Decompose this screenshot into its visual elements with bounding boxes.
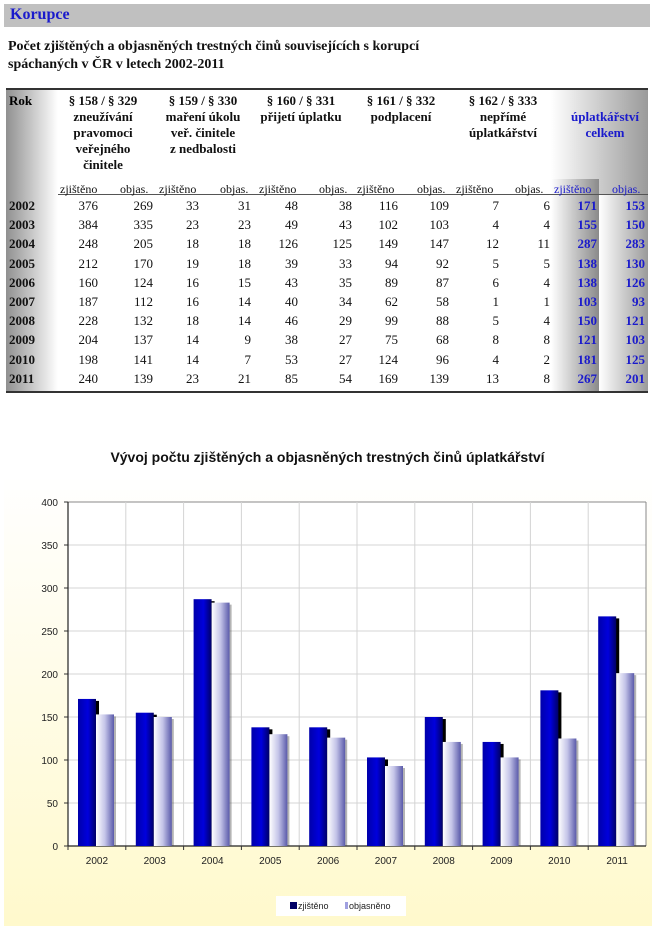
y-tick-label: 0 xyxy=(52,842,58,853)
value-cell: 23 xyxy=(238,217,251,233)
value-cell: 283 xyxy=(625,236,645,252)
section-title: Korupce xyxy=(10,6,70,23)
value-cell: 39 xyxy=(285,255,298,271)
value-cell: 137 xyxy=(133,332,153,348)
header-line: § 158 / § 329 xyxy=(68,93,138,108)
value-cell: 4 xyxy=(543,217,550,233)
value-cell: 4 xyxy=(492,351,499,367)
value-cell: 149 xyxy=(378,236,398,252)
bar-objasneno xyxy=(327,738,345,846)
value-cell: 4 xyxy=(543,313,550,329)
value-cell: 8 xyxy=(543,332,550,348)
value-cell: 68 xyxy=(436,332,449,348)
year-cell: 2009 xyxy=(9,332,35,348)
value-cell: 335 xyxy=(133,217,153,233)
value-cell: 121 xyxy=(625,313,645,329)
header-line: přijetí úplatku xyxy=(260,109,342,124)
bar-objasneno xyxy=(443,742,461,846)
value-cell: 46 xyxy=(285,313,298,329)
x-tick-label: 2003 xyxy=(143,856,166,867)
value-cell: 169 xyxy=(378,370,398,386)
legend-label-zjisteno: zjištěno xyxy=(298,901,329,911)
y-tick-label: 400 xyxy=(41,498,58,509)
value-cell: 31 xyxy=(238,198,251,213)
subheader-solved: objas. xyxy=(120,182,149,196)
value-cell: 33 xyxy=(186,198,199,213)
header-line: § 162 / § 333 xyxy=(468,93,538,108)
value-cell: 35 xyxy=(339,274,352,290)
value-cell: 201 xyxy=(625,370,645,386)
value-cell: 125 xyxy=(625,351,645,367)
subheader-found: zjištěno xyxy=(60,182,98,196)
value-cell: 18 xyxy=(186,236,199,252)
y-tick-label: 300 xyxy=(41,584,58,595)
value-cell: 269 xyxy=(133,198,153,213)
bar-zjisteno xyxy=(136,713,154,846)
value-cell: 240 xyxy=(78,370,98,386)
bar-objasneno xyxy=(501,757,519,846)
subheader-found: zjištěno xyxy=(554,182,592,196)
header-line: nepřímé xyxy=(479,109,527,124)
value-cell: 267 xyxy=(577,370,597,386)
bar-objasneno xyxy=(154,717,172,846)
y-tick-label: 200 xyxy=(41,670,58,681)
value-cell: 4 xyxy=(492,217,499,233)
header-line: úplatkářství xyxy=(469,125,537,140)
value-cell: 48 xyxy=(285,198,298,213)
value-cell: 94 xyxy=(385,255,398,271)
value-cell: 53 xyxy=(285,351,298,367)
value-cell: 13 xyxy=(486,370,499,386)
header-line: § 159 / § 330 xyxy=(168,93,238,108)
value-cell: 150 xyxy=(577,313,597,329)
value-cell: 171 xyxy=(577,198,597,213)
value-cell: 155 xyxy=(577,217,597,233)
value-cell: 153 xyxy=(625,198,645,213)
value-cell: 138 xyxy=(577,274,597,290)
value-cell: 7 xyxy=(244,351,251,367)
value-cell: 212 xyxy=(78,255,98,271)
y-tick-label: 100 xyxy=(41,756,58,767)
y-tick-label: 350 xyxy=(41,541,58,552)
value-cell: 15 xyxy=(238,274,251,290)
y-tick-label: 150 xyxy=(41,713,58,724)
value-cell: 62 xyxy=(385,294,398,309)
value-cell: 5 xyxy=(543,255,550,271)
value-cell: 181 xyxy=(577,351,597,367)
year-cell: 2004 xyxy=(9,236,35,252)
value-cell: 6 xyxy=(543,198,550,213)
value-cell: 102 xyxy=(378,217,398,233)
value-cell: 34 xyxy=(339,294,352,309)
value-cell: 33 xyxy=(339,255,352,271)
value-cell: 43 xyxy=(339,217,352,233)
value-cell: 5 xyxy=(492,313,499,329)
value-cell: 124 xyxy=(378,351,398,367)
value-cell: 14 xyxy=(238,294,251,309)
bar-zjisteno xyxy=(194,599,212,846)
value-cell: 228 xyxy=(78,313,98,329)
value-cell: 125 xyxy=(332,236,352,252)
header-line: zneužívání xyxy=(73,109,133,124)
value-cell: 87 xyxy=(436,274,449,290)
legend-swatch-zjisteno xyxy=(290,902,297,909)
x-tick-label: 2004 xyxy=(201,856,224,867)
value-cell: 376 xyxy=(78,198,98,213)
value-cell: 287 xyxy=(577,236,597,252)
legend-swatch-objasneno xyxy=(345,902,348,909)
header-line: § 161 / § 332 xyxy=(366,93,436,108)
value-cell: 23 xyxy=(186,370,199,386)
y-tick-label: 250 xyxy=(41,627,58,638)
bar-zjisteno xyxy=(367,757,385,846)
value-cell: 187 xyxy=(78,294,98,309)
year-cell: 2007 xyxy=(9,294,35,309)
header-line: § 160 / § 331 xyxy=(266,93,336,108)
value-cell: 384 xyxy=(78,217,98,233)
bar-objasneno xyxy=(616,673,634,846)
bar-zjisteno xyxy=(483,742,501,846)
year-cell: 2010 xyxy=(9,351,35,367)
bar-objasneno xyxy=(96,714,114,846)
value-cell: 92 xyxy=(436,255,449,271)
x-tick-label: 2008 xyxy=(432,856,455,867)
value-cell: 93 xyxy=(632,294,645,309)
value-cell: 150 xyxy=(625,217,645,233)
value-cell: 21 xyxy=(238,370,251,386)
value-cell: 121 xyxy=(577,332,597,348)
year-cell: 2008 xyxy=(9,313,35,329)
value-cell: 116 xyxy=(378,198,398,213)
value-cell: 160 xyxy=(78,274,98,290)
value-cell: 126 xyxy=(278,236,298,252)
value-cell: 75 xyxy=(385,332,398,348)
value-cell: 85 xyxy=(285,370,298,386)
value-cell: 2 xyxy=(543,351,550,367)
value-cell: 99 xyxy=(385,313,398,329)
subheader-solved: objas. xyxy=(220,182,249,196)
header-line: maření úkolu xyxy=(165,109,241,124)
value-cell: 139 xyxy=(133,370,153,386)
value-cell: 18 xyxy=(238,236,251,252)
value-cell: 138 xyxy=(577,255,597,271)
bar-objasneno xyxy=(558,739,576,847)
value-cell: 1 xyxy=(543,294,550,309)
subheader-found: zjištěno xyxy=(357,182,395,196)
value-cell: 14 xyxy=(238,313,251,329)
x-tick-label: 2005 xyxy=(259,856,282,867)
x-tick-label: 2007 xyxy=(374,856,398,867)
caption-line-1: Počet zjištěných a objasněných trestných činů souvisejících s korupcí xyxy=(8,39,420,54)
value-cell: 132 xyxy=(133,313,153,329)
year-cell: 2002 xyxy=(9,198,35,213)
subheader-solved: objas. xyxy=(417,182,446,196)
value-cell: 198 xyxy=(78,351,98,367)
value-cell: 49 xyxy=(285,217,298,233)
legend-label-objasneno: objasněno xyxy=(349,901,391,911)
value-cell: 29 xyxy=(339,313,352,329)
value-cell: 204 xyxy=(78,332,98,348)
subheader-found: zjištěno xyxy=(259,182,297,196)
header-line: z nedbalosti xyxy=(169,141,237,156)
header-line: úplatkářství xyxy=(571,109,639,124)
year-cell: 2011 xyxy=(9,370,35,386)
bar-zjisteno xyxy=(425,717,443,846)
value-cell: 9 xyxy=(244,332,251,348)
value-cell: 6 xyxy=(492,274,499,290)
value-cell: 141 xyxy=(133,351,153,367)
year-cell: 2003 xyxy=(9,217,35,233)
subheader-solved: objas. xyxy=(515,182,544,196)
value-cell: 139 xyxy=(429,370,449,386)
value-cell: 58 xyxy=(436,294,449,309)
value-cell: 12 xyxy=(486,236,499,252)
value-cell: 11 xyxy=(537,236,550,252)
value-cell: 5 xyxy=(492,255,499,271)
value-cell: 1 xyxy=(492,294,499,309)
value-cell: 14 xyxy=(186,351,199,367)
value-cell: 38 xyxy=(285,332,298,348)
value-cell: 43 xyxy=(285,274,298,290)
y-tick-label: 50 xyxy=(46,799,58,810)
chart-title: Vývoj počtu zjištěných a objasněných trestných činů úplatkářství xyxy=(110,449,545,465)
value-cell: 88 xyxy=(436,313,449,329)
header-line: celkem xyxy=(585,125,625,140)
header-line: veřejného xyxy=(75,141,131,156)
value-cell: 89 xyxy=(385,274,398,290)
value-cell: 124 xyxy=(133,274,153,290)
year-cell: 2006 xyxy=(9,274,35,290)
value-cell: 126 xyxy=(625,274,645,290)
value-cell: 103 xyxy=(577,294,597,309)
header-line: podplacení xyxy=(370,109,432,124)
bar-zjisteno xyxy=(309,727,327,846)
value-cell: 18 xyxy=(186,313,199,329)
value-cell: 112 xyxy=(133,294,153,309)
value-cell: 16 xyxy=(186,294,199,309)
year-header: Rok xyxy=(9,93,33,108)
value-cell: 54 xyxy=(339,370,352,386)
value-cell: 130 xyxy=(625,255,645,271)
x-tick-label: 2002 xyxy=(85,856,109,867)
bar-zjisteno xyxy=(251,727,269,846)
value-cell: 18 xyxy=(238,255,251,271)
value-cell: 147 xyxy=(429,236,449,252)
bar-objasneno xyxy=(212,603,230,846)
value-cell: 248 xyxy=(78,236,98,252)
caption-line-2: spáchaných v ČR v letech 2002-2011 xyxy=(8,57,225,72)
value-cell: 38 xyxy=(339,198,352,213)
value-cell: 23 xyxy=(186,217,199,233)
value-cell: 19 xyxy=(186,255,199,271)
value-cell: 7 xyxy=(492,198,499,213)
x-tick-label: 2006 xyxy=(316,856,340,867)
x-tick-label: 2011 xyxy=(606,856,628,867)
value-cell: 40 xyxy=(285,294,298,309)
bar-objasneno xyxy=(385,766,403,846)
x-tick-label: 2009 xyxy=(490,856,513,867)
value-cell: 170 xyxy=(133,255,153,271)
value-cell: 8 xyxy=(492,332,499,348)
subheader-found: zjištěno xyxy=(456,182,494,196)
header-line: činitele xyxy=(83,157,123,172)
bar-zjisteno xyxy=(540,690,558,846)
bar-zjisteno xyxy=(78,699,96,846)
value-cell: 4 xyxy=(543,274,550,290)
value-cell: 8 xyxy=(543,370,550,386)
value-cell: 205 xyxy=(133,236,153,252)
value-cell: 14 xyxy=(186,332,199,348)
subheader-found: zjištěno xyxy=(159,182,197,196)
bar-objasneno xyxy=(269,734,287,846)
year-cell: 2005 xyxy=(9,255,35,271)
value-cell: 103 xyxy=(625,332,645,348)
header-line: veř. činitele xyxy=(170,125,236,140)
value-cell: 27 xyxy=(339,332,352,348)
value-cell: 109 xyxy=(429,198,449,213)
value-cell: 103 xyxy=(429,217,449,233)
value-cell: 27 xyxy=(339,351,352,367)
bar-zjisteno xyxy=(598,616,616,846)
value-cell: 16 xyxy=(186,274,199,290)
subheader-solved: objas. xyxy=(612,182,641,196)
value-cell: 96 xyxy=(436,351,449,367)
x-tick-label: 2010 xyxy=(548,856,571,867)
header-line: pravomoci xyxy=(73,125,133,140)
subheader-solved: objas. xyxy=(319,182,348,196)
